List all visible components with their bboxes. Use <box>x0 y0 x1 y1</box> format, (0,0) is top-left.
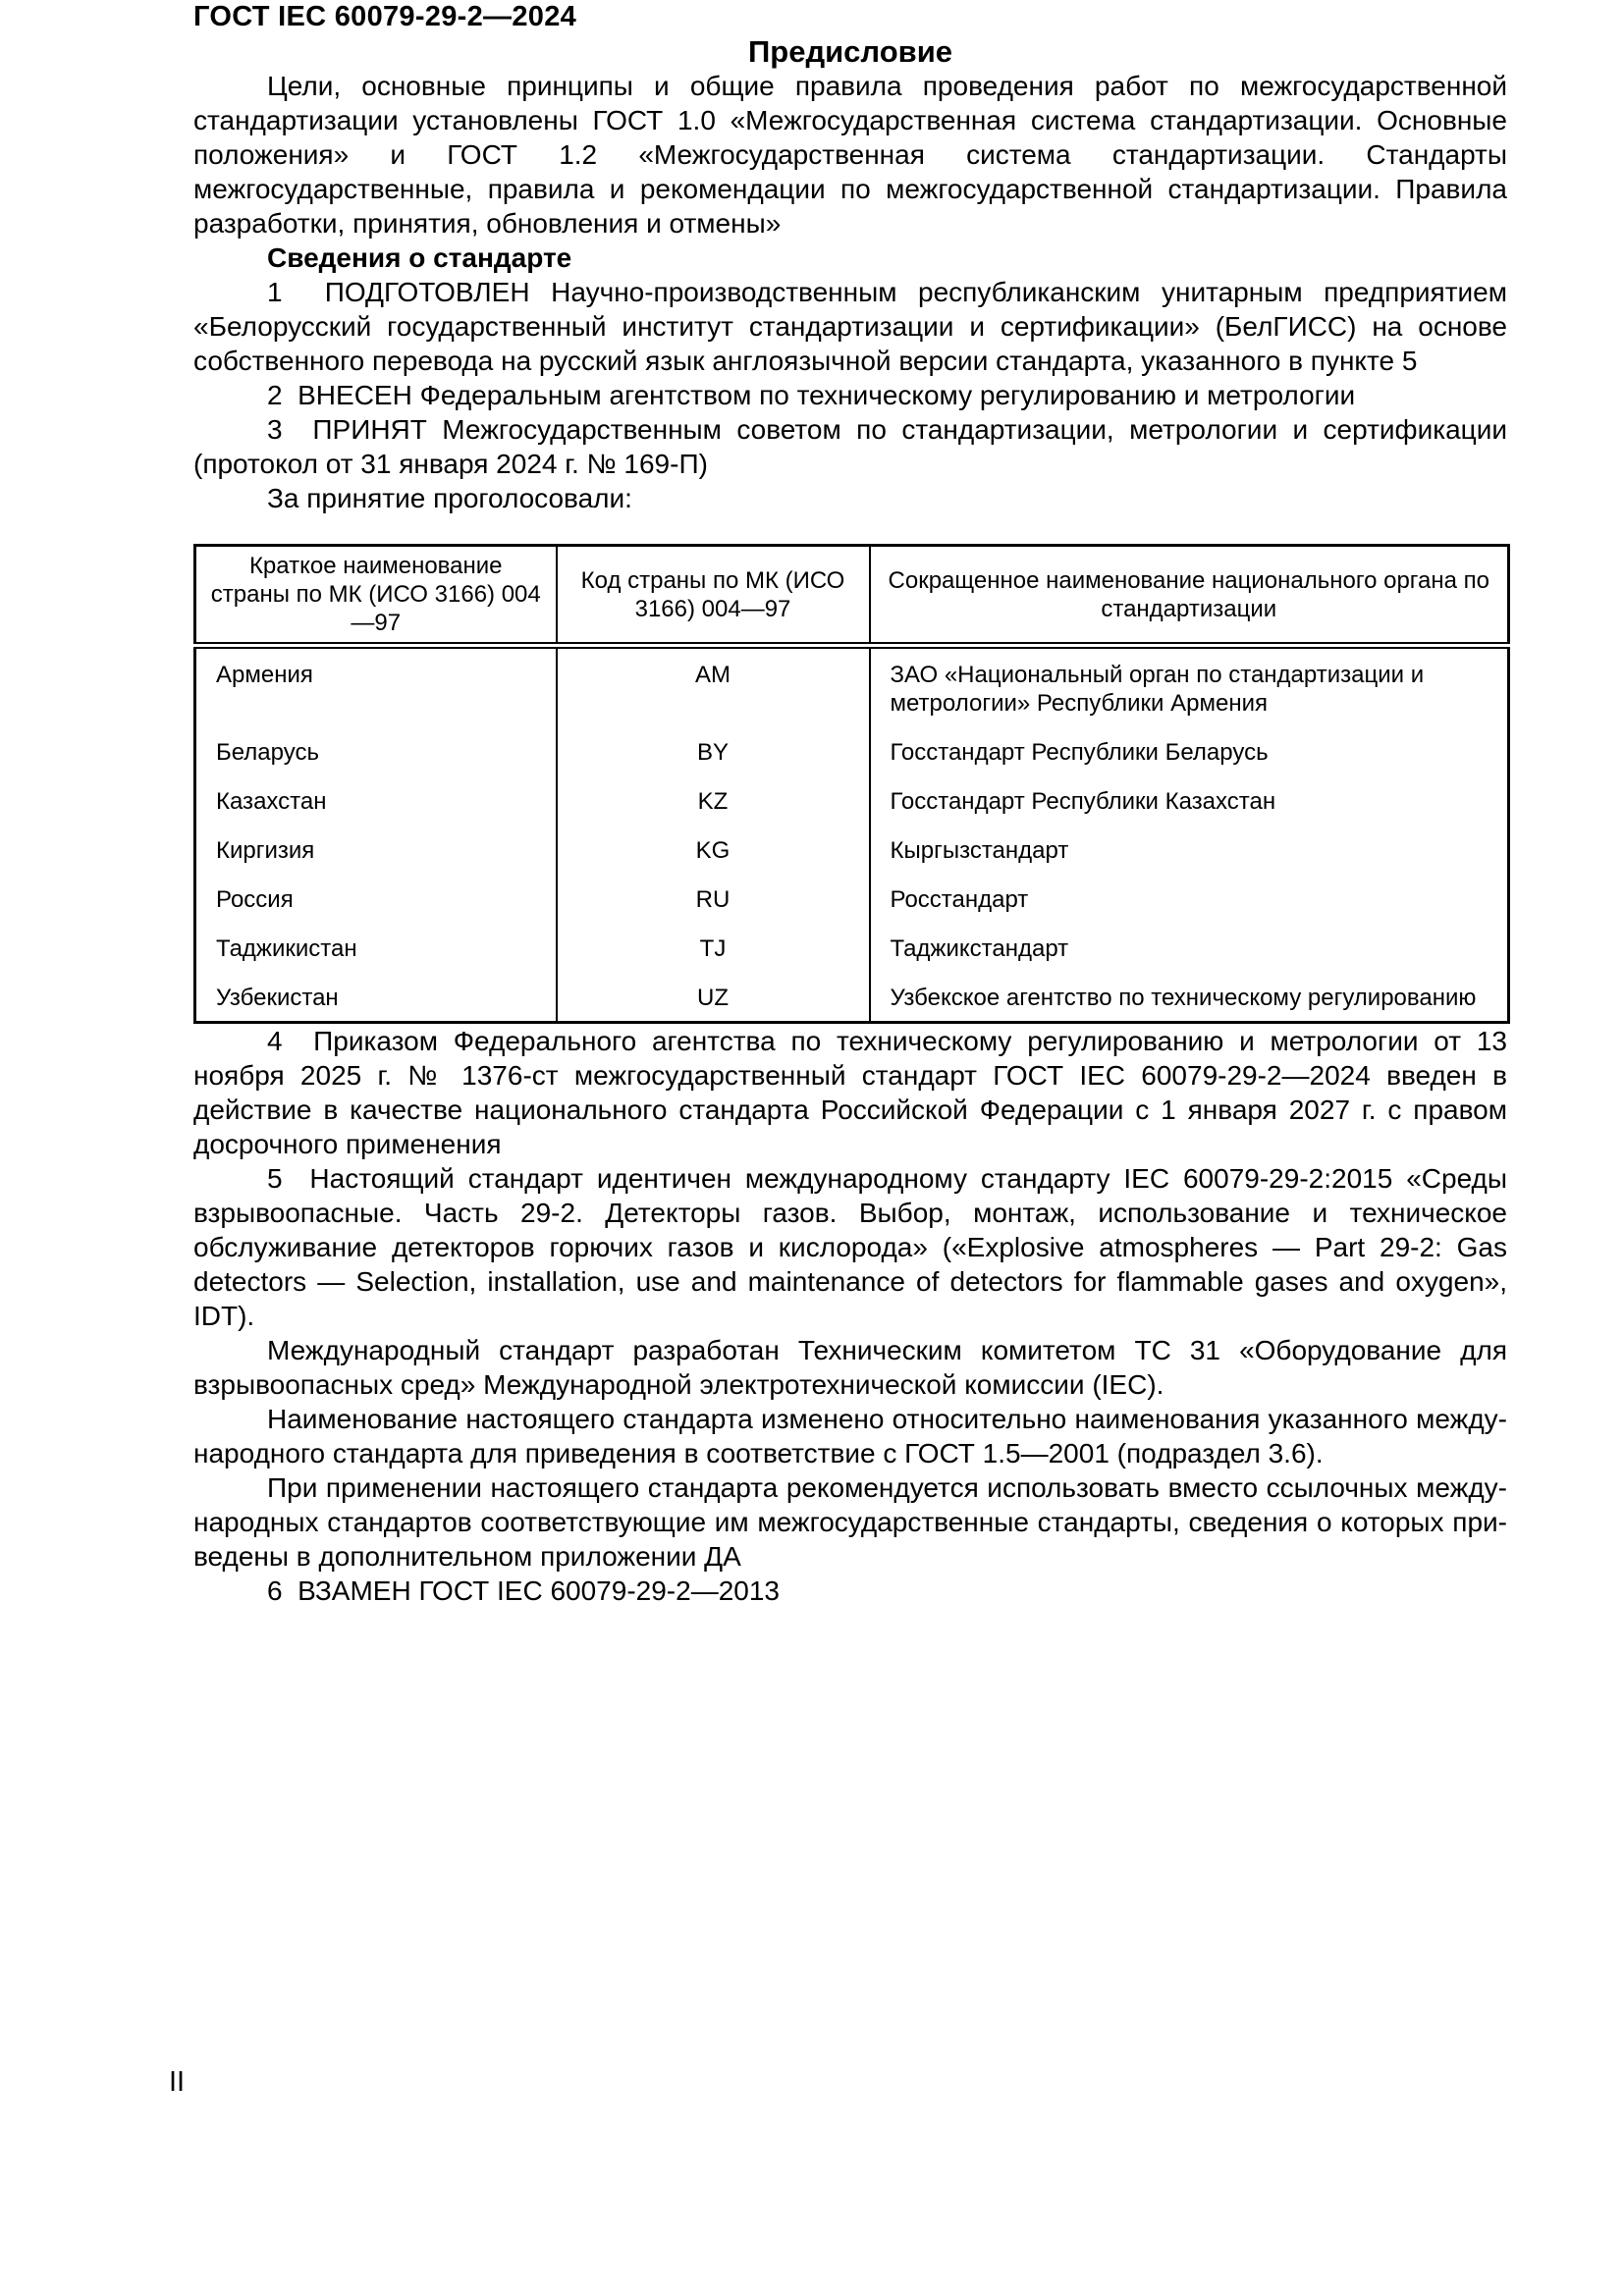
doc-code-header: ГОСТ IEC 60079-29-2—2024 <box>193 1 577 32</box>
table-cell: Россия <box>195 874 557 923</box>
table-cell: Казахстан <box>195 775 557 825</box>
vote-table-body <box>195 646 1509 1023</box>
table-row <box>195 923 1509 972</box>
table-cell: AM <box>557 646 870 727</box>
column-header-body: Сокращенное наименование национального органа по стандартизации <box>870 546 1509 646</box>
table-cell: Таджикстандарт <box>870 923 1509 972</box>
vote-intro: За принятие проголосовали: <box>267 483 632 513</box>
table-cell: KG <box>557 825 870 874</box>
table-row <box>195 775 1509 825</box>
item-identical-recommendation: При применении настоящего стандарта рекомендуется использовать вместо ссылочных международных стандартов соответствующие им межгосударственные стандарты, сведения о которых приведены в дополнительном приложении ДА <box>193 1472 1507 1572</box>
table-row <box>195 646 1509 727</box>
column-header-country: Краткое наименование страны по МК (ИСО 3166) 004—97 <box>195 546 557 646</box>
item-prepared: 1 ПОДГОТОВЛЕН Научно-производственным республиканским унитарным предприятием «Белорусский государственный институт стандартизации и сертификации» (БелГИСС) на основе собственного перевода на русский язык англоязычной версии стандарта, указанного в пункте 5 <box>193 277 1507 376</box>
page-title: Предисловие <box>747 34 952 69</box>
page-content <box>193 0 1507 1608</box>
table-row <box>195 874 1509 923</box>
table-cell: Киргизия <box>195 825 557 874</box>
table-header-row <box>195 546 1509 646</box>
table-cell: Узбекистан <box>195 972 557 1023</box>
page-number: II <box>169 2066 186 2098</box>
item-order: 4 Приказом Федерального агентства по техническому регулированию и метрологии от 13 ноября 2025 г. № 1376-ст межгосударственный стандарт ГОСТ IEC 60079-29-2—2024 введен в действие в качестве национального стандарта Российской Федерации с 1 января 2027 г. с правом досрочного применения <box>193 1026 1507 1159</box>
table-cell: Беларусь <box>195 726 557 775</box>
table-cell: Армения <box>195 646 557 727</box>
item-replaces: 6 ВЗАМЕН ГОСТ IEC 60079-29-2—2013 <box>267 1575 780 1606</box>
table-row <box>195 825 1509 874</box>
table-cell: Таджикистан <box>195 923 557 972</box>
item-identical-developer: Международный стандарт разработан Техническим комитетом ТС 31 «Оборудование для взрывоопасных сред» Международной электротехнической комиссии (IEC). <box>193 1335 1507 1400</box>
table-row <box>195 972 1509 1023</box>
table-cell: Кыргызстандарт <box>870 825 1509 874</box>
item-submitted: 2 ВНЕСЕН Федеральным агентством по техническому регулированию и метрологии <box>267 380 1356 410</box>
item-adopted: 3 ПРИНЯТ Межгосударственным советом по стандартизации, метрологии и сертификации (протокол от 31 января 2024 г. № 169-П) <box>193 414 1507 479</box>
table-cell: UZ <box>557 972 870 1023</box>
table-cell: Госстандарт Республики Казахстан <box>870 775 1509 825</box>
intro-paragraph: Цели, основные принципы и общие правила проведения работ по межгосударственной стандартизации установлены ГОСТ 1.0 «Межгосударственная система стандартизации. Основные положения» и ГОСТ 1.2 «Межгосударственная система стандартизации. Стандарты межгосударственные, правила и рекомендации по межгосударственной стандартизации. Правила разработки, принятия, обновления и отмены» <box>193 71 1507 239</box>
vote-table-header <box>195 546 1509 646</box>
table-cell: RU <box>557 874 870 923</box>
table-cell: KZ <box>557 775 870 825</box>
table-cell: BY <box>557 726 870 775</box>
item-identical-name-change: Наименование настоящего стандарта изменено относительно наименования указанного международного стандарта для приведения в соответствие с ГОСТ 1.5—2001 (подраздел 3.6). <box>193 1404 1507 1468</box>
item-identical: 5 Настоящий стандарт идентичен международному стандарту IEC 60079-29-2:2015 «Среды взрывоопасные. Часть 29-2. Детекторы газов. Выбор, монтаж, использование и техническое обслуживание детекторов горючих газов и кислорода» («Explosive atmospheres — Part 29-2: Gas detectors — Selection, installation, use and maintenance of detectors for flammable gases and oxygen», IDT). <box>193 1163 1507 1331</box>
table-cell: Госстандарт Республики Беларусь <box>870 726 1509 775</box>
standard-info-heading: Сведения о стандарте <box>267 242 572 273</box>
table-row <box>195 726 1509 775</box>
table-cell: Росстандарт <box>870 874 1509 923</box>
vote-table <box>193 544 1510 1024</box>
column-header-code: Код страны по МК (ИСО 3166) 004—97 <box>557 546 870 646</box>
table-cell: Узбекское агентство по техническому регулированию <box>870 972 1509 1023</box>
table-cell: TJ <box>557 923 870 972</box>
table-cell: ЗАО «Национальный орган по стандартизации и метрологии» Республики Армения <box>870 646 1509 727</box>
